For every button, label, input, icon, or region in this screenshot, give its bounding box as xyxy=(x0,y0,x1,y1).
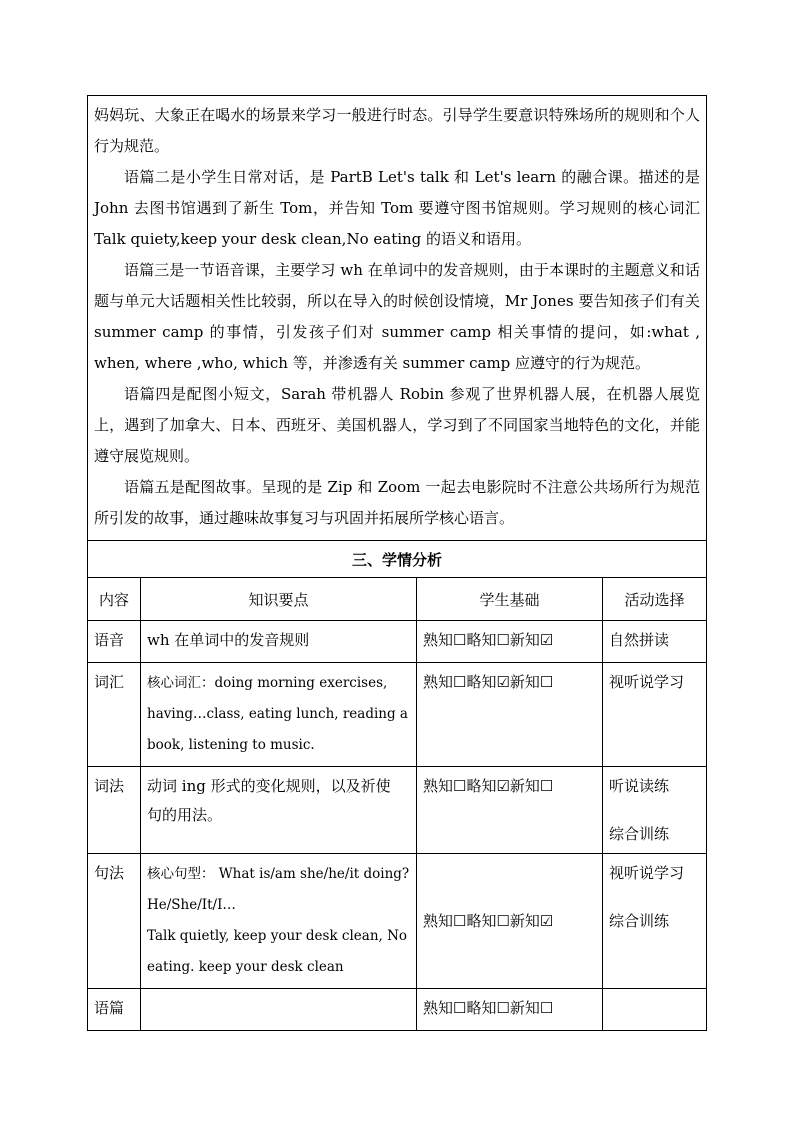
row-basis: 熟知☐略知☑新知☐ xyxy=(417,767,603,854)
row-activity: 自然拼读 xyxy=(603,621,707,663)
point-line: book, listening to music. xyxy=(147,737,315,753)
row-activities xyxy=(603,989,707,1031)
activity-item: 视听说学习 xyxy=(609,864,685,882)
row-basis: 熟知☐略知☐新知☑ xyxy=(417,621,603,663)
lesson-plan-table xyxy=(87,95,707,1031)
point-line: He/She/It/I… xyxy=(147,897,236,913)
row-basis: 熟知☐略知☑新知☐ xyxy=(417,663,603,767)
table-row xyxy=(88,989,707,1031)
point-line: 核心词汇：doing morning exercises, xyxy=(147,675,388,691)
row-content: 词汇 xyxy=(88,663,141,767)
row-content: 语音 xyxy=(88,621,141,663)
table-row xyxy=(88,854,707,989)
point-line: Talk quietly, keep your desk clean, No xyxy=(147,928,408,944)
table-header-row xyxy=(88,578,707,621)
row-points xyxy=(141,989,417,1031)
narrative-paragraph: 语篇三是一节语音课，主要学习 wh 在单词中的发音规则，由于本课时的主题意义和话题与单元大话题相关性比较弱，所以在导入的时候创设情境，Mr Jones 要告知孩子们有关 summer camp 的事情，引发孩子们对 summer camp 相关事情的提问，如:what , when, where ,who, which 等，并渗透有关 summer camp 应遵守的行为规范。 xyxy=(94,261,700,372)
header-activity-choice: 活动选择 xyxy=(603,578,707,621)
activity-item: 综合训练 xyxy=(609,912,670,930)
activity-item: 综合训练 xyxy=(609,825,670,843)
row-content: 句法 xyxy=(88,854,141,989)
row-activity: 视听说学习 xyxy=(603,663,707,767)
header-knowledge-points: 知识要点 xyxy=(141,578,417,621)
header-content: 内容 xyxy=(88,578,141,621)
row-content: 语篇 xyxy=(88,989,141,1031)
row-basis: 熟知☐略知☐新知☑ xyxy=(417,854,603,989)
document-sheet xyxy=(87,95,706,1031)
row-points xyxy=(141,767,417,854)
section-title-row xyxy=(88,541,707,578)
point-line: 核心句型： What is/am she/he/it doing? xyxy=(147,866,410,882)
narrative-cell xyxy=(88,96,707,541)
row-points xyxy=(141,854,417,989)
point-line: having…class, eating lunch, reading a xyxy=(147,706,408,722)
row-activities xyxy=(603,767,707,854)
narrative-paragraph: 妈妈玩、大象正在喝水的场景来学习一般进行时态。引导学生要意识特殊场所的规则和个人行为规范。 xyxy=(94,106,700,155)
row-points xyxy=(141,621,417,663)
point-line: 动词 ing 形式的变化规则，以及祈使 xyxy=(147,777,391,795)
table-row xyxy=(88,621,707,663)
row-points xyxy=(141,663,417,767)
row-content: 词法 xyxy=(88,767,141,854)
narrative-row xyxy=(88,96,707,541)
row-activities xyxy=(603,854,707,989)
activity-item: 听说读练 xyxy=(609,777,670,795)
section-title: 三、学情分析 xyxy=(88,541,707,578)
table-row xyxy=(88,663,707,767)
header-student-basis: 学生基础 xyxy=(417,578,603,621)
narrative-paragraph: 语篇二是小学生日常对话，是 PartB Let's talk 和 Let's learn 的融合课。描述的是 John 去图书馆遇到了新生 Tom，并告知 Tom 要遵守图书馆规则。学习规则的核心词汇 Talk quiety,keep your desk clean,No eating 的语义和语用。 xyxy=(94,168,700,248)
point-line: eating. keep your desk clean xyxy=(147,959,344,975)
narrative-paragraph: 语篇四是配图小短文，Sarah 带机器人 Robin 参观了世界机器人展，在机器人展览上，遇到了加拿大、日本、西班牙、美国机器人，学习到了不同国家当地特色的文化，并能遵守展览规则。 xyxy=(94,385,700,465)
point-line: 句的用法。 xyxy=(147,806,223,824)
table-row xyxy=(88,767,707,854)
point-line: wh 在单词中的发音规则 xyxy=(147,631,310,649)
narrative-paragraph: 语篇五是配图故事。呈现的是 Zip 和 Zoom 一起去电影院时不注意公共场所行为规范所引发的故事，通过趣味故事复习与巩固并拓展所学核心语言。 xyxy=(94,478,700,527)
row-basis: 熟知☐略知☐新知☐ xyxy=(417,989,603,1031)
